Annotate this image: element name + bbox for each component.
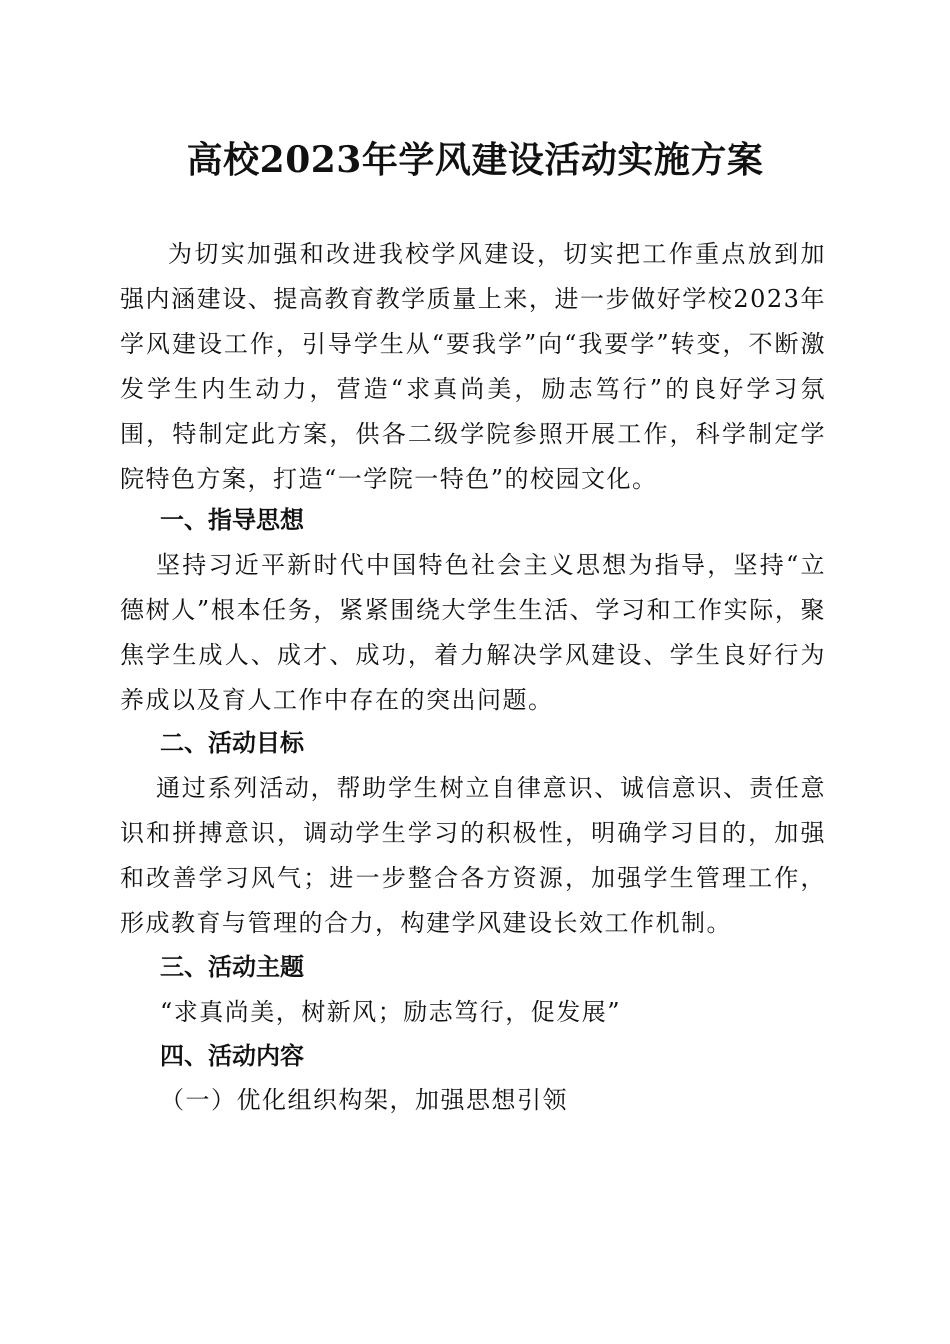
section-heading-guiding-ideology: 一、指导思想: [160, 506, 304, 534]
section-paragraph-activity-theme: “求真尚美，树新风；励志笃行，促发展”: [160, 998, 622, 1026]
subsection-heading-organization: （一）优化组织构架，加强思想引领: [160, 1086, 568, 1114]
section-heading-activity-goals: 二、活动目标: [160, 729, 304, 757]
document-title: 高校2023年学风建设活动实施方案: [186, 139, 764, 181]
intro-paragraph: 为切实加强和改进我校学风建设，切实把工作重点放到加强内涵建设、提高教育教学质量上来，进一步做好学校2023年学风建设工作，引导学生从“要我学”向“我要学”转变，不断激发学生内生动力，营造“求真尚美，励志笃行”的良好学习氛围，特制定此方案，供各二级学院参照开展工作，科学制定学院特色方案，打造“一学院一特色”的校园文化。: [120, 240, 826, 493]
section-paragraph-activity-goals: 通过系列活动，帮助学生树立自律意识、诚信意识、责任意识和拼搏意识，调动学生学习的积极性，明确学习目的，加强和改善学习风气；进一步整合各方资源，加强学生管理工作，形成教育与管理的合力，构建学风建设长效工作机制。: [120, 774, 826, 937]
section-heading-activity-content: 四、活动内容: [160, 1042, 304, 1070]
section-heading-activity-theme: 三、活动主题: [160, 953, 304, 981]
section-paragraph-guiding-ideology: 坚持习近平新时代中国特色社会主义思想为指导，坚持“立德树人”根本任务，紧紧围绕大学生生活、学习和工作实际，聚焦学生成人、成才、成功，着力解决学风建设、学生良好行为养成以及育人工作中存在的突出问题。: [120, 551, 826, 714]
